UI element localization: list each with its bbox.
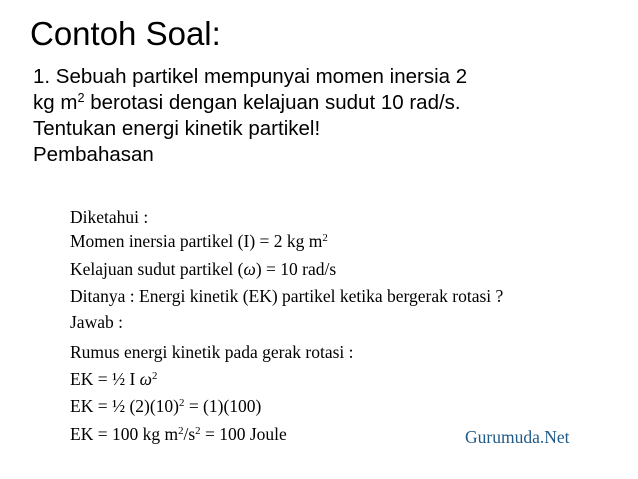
problem-line-4: Pembahasan <box>33 143 154 166</box>
problem-line-2-end: berotasi dengan kelajuan sudut 10 rad/s. <box>84 91 461 114</box>
formula-exponent: 2 <box>152 370 158 383</box>
watermark: Gurumuda.Net <box>465 427 570 447</box>
solution-image <box>70 203 630 453</box>
known-angular-speed <box>70 258 336 280</box>
problem-line-2-start: kg m <box>33 91 78 114</box>
problem-line-2-exponent: 2 <box>77 90 85 106</box>
step1-end: = (1)(100) <box>184 396 262 416</box>
formula-omega-symbol: ω <box>139 369 153 389</box>
known-inertia <box>70 230 328 252</box>
answer-heading: Jawab : <box>70 312 123 332</box>
formula-text: EK = ½ I <box>70 369 140 389</box>
step2-start: EK = 100 kg m <box>70 424 179 444</box>
calculation-step-2 <box>70 423 287 445</box>
known-inertia-text: Momen inersia partikel (I) = 2 kg m <box>70 231 323 251</box>
problem-statement <box>33 64 633 168</box>
formula-heading: Rumus energi kinetik pada gerak rotasi : <box>70 342 354 362</box>
known-angular-speed-start: Kelajuan sudut partikel ( <box>70 259 244 279</box>
formula-line <box>70 368 157 390</box>
problem-line-1: 1. Sebuah partikel mempunyai momen inersia 2 <box>33 65 468 88</box>
asked-line: Ditanya : Energi kinetik (EK) partikel ketika bergerak rotasi ? <box>70 286 504 306</box>
known-inertia-exponent: 2 <box>322 232 328 245</box>
step2-middle: /s <box>183 424 196 444</box>
step1-start: EK = ½ (2)(10) <box>70 396 180 416</box>
slide-title: Contoh Soal: <box>30 15 221 52</box>
known-heading: Diketahui : <box>70 207 149 227</box>
known-angular-speed-end: ) = 10 rad/s <box>255 259 337 279</box>
problem-line-2 <box>33 90 633 116</box>
step2-end: = 100 Joule <box>200 424 287 444</box>
step2-exponent-2: 2 <box>195 425 201 438</box>
problem-line-3: Tentukan energi kinetik partikel! <box>33 117 321 140</box>
omega-symbol: ω <box>243 259 256 279</box>
step1-exponent: 2 <box>179 397 185 410</box>
calculation-step-1 <box>70 395 261 417</box>
step2-exponent-1: 2 <box>178 425 184 438</box>
